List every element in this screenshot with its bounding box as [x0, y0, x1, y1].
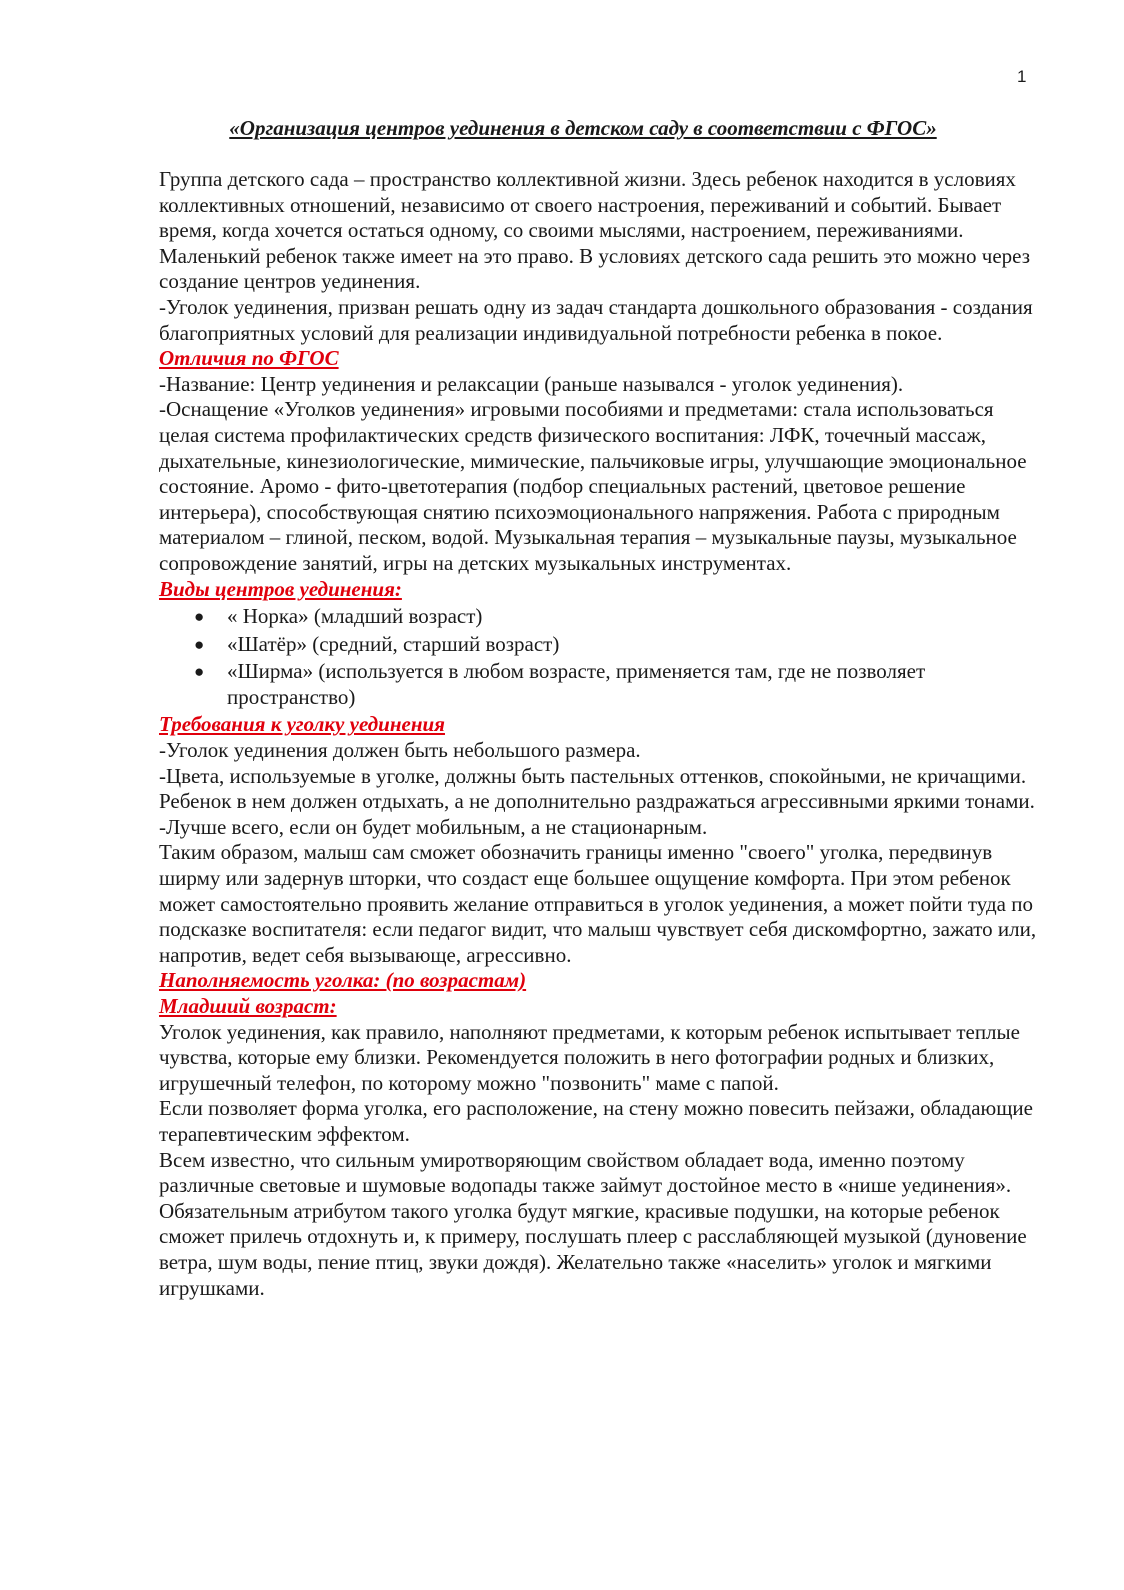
filling-line-4: Обязательным атрибутом такого уголка будут мягкие, красивые подушки, на которые ребенок сможет прилечь отдохнуть и, к примеру, послушать плеер с расслабляющей музыкой (дуновение ветра, шум воды, пение птиц, звуки дождя). Желательно также «населить» уголок и мягкими игрушками. — [159, 1198, 1027, 1300]
requirements-line-3: -Лучше всего, если он будет мобильным, а не стационарным. — [159, 814, 708, 839]
requirements-heading: Требования к уголку уединения — [159, 712, 445, 737]
types-list — [159, 604, 1039, 710]
differences-heading: Отличия по ФГОС — [159, 346, 339, 371]
list-item — [194, 659, 1039, 710]
list-item-text: «Шатёр» (средний, старший возраст) — [227, 631, 560, 656]
requirements-line-4: Таким образом, малыш сам сможет обозначить границы именно "своего" уголка, передвинув ширму или задернув шторки, что создаст еще большее ощущение комфорта. При этом ребенок может самостоятельно проявить желание отправиться в уголок уединения, а может пойти туда по подсказке воспитателя: если педагог видит, что малыш чувствует себя дискомфортно, зажато или, напротив, ведет себя вызывающе, агрессивно. — [159, 840, 1037, 967]
bullet-icon: ● — [194, 662, 205, 682]
page-number: 1 — [1017, 67, 1027, 86]
document-body — [159, 167, 1039, 1301]
bullet-icon: ● — [194, 607, 205, 627]
bullet-icon: ● — [194, 634, 205, 654]
differences-line-2: -Оснащение «Уголков уединения» игровыми пособиями и предметами: стала использоваться целая система профилактических средств физического воспитания: ЛФК, точечный массаж, дыхательные, кинезиологические, мимические, пальчиковые игры, улучшающие эмоциональное состояние. Аромо - фито-цветотерапия (подбор специальных растений, цветовое решение интерьера), способствующая снятию психоэмоционального напряжения. Работа с природным материалом – глиной, песком, водой. Музыкальная терапия – музыкальные паузы, музыкальное сопровождение занятий, игры на детских музыкальных инструментах. — [159, 397, 1027, 575]
list-item-text: « Норка» (младший возраст) — [227, 604, 483, 629]
filling-line-3: Всем известно, что сильным умиротворяющим свойством обладает вода, именно поэтому различные световые и шумовые водопады также займут достойное место в «нише уединения». — [159, 1147, 1012, 1198]
requirements-line-1: -Уголок уединения должен быть небольшого размера. — [159, 738, 641, 763]
intro-paragraph-2: -Уголок уединения, призван решать одну из задач стандарта дошкольного образования - создания благоприятных условий для реализации индивидуальной потребности ребенка в покое. — [159, 294, 1033, 345]
list-item-text: «Ширма» (используется в любом возрасте, применяется там, где не позволяет пространство) — [227, 659, 926, 709]
requirements-line-2: -Цвета, используемые в уголке, должны быть пастельных оттенков, спокойными, не кричащими. Ребенок в нем должен отдыхать, а не дополнительно раздражаться агрессивными яркими тонами. — [159, 763, 1035, 814]
list-item — [194, 604, 1039, 630]
filling-line-1: Уголок уединения, как правило, наполняют предметами, к которым ребенок испытывает теплые чувства, которые ему близки. Рекомендуется положить в него фотографии родных и близких, игрушечный телефон, по которому можно "позвонить" маме с папой. — [159, 1019, 1020, 1095]
list-item — [194, 631, 1039, 658]
filling-heading: Наполняемость уголка: (по возрастам) — [159, 968, 527, 993]
filling-subheading: Младший возраст: — [159, 994, 337, 1018]
document-title: «Организация центров уединения в детском саду в соответствии с ФГОС» — [229, 116, 937, 140]
types-heading: Виды центров уединения: — [159, 576, 402, 601]
differences-line-1: -Название: Центр уединения и релаксации (раньше назывался - уголок уединения). — [159, 371, 904, 396]
intro-paragraph-1: Группа детского сада – пространство коллективной жизни. Здесь ребенок находится в условиях коллективных отношений, независимо от своего настроения, переживаний и событий. Бывает время, когда хочется остаться одному, со своими мыслями, настроением, переживаниями. Маленький ребенок также имеет на это право. В условиях детского сада решить это можно через создание центров уединения. — [159, 167, 1031, 294]
filling-line-2: Если позволяет форма уголка, его расположение, на стену можно повесить пейзажи, обладающие терапевтическим эффектом. — [159, 1096, 1033, 1146]
